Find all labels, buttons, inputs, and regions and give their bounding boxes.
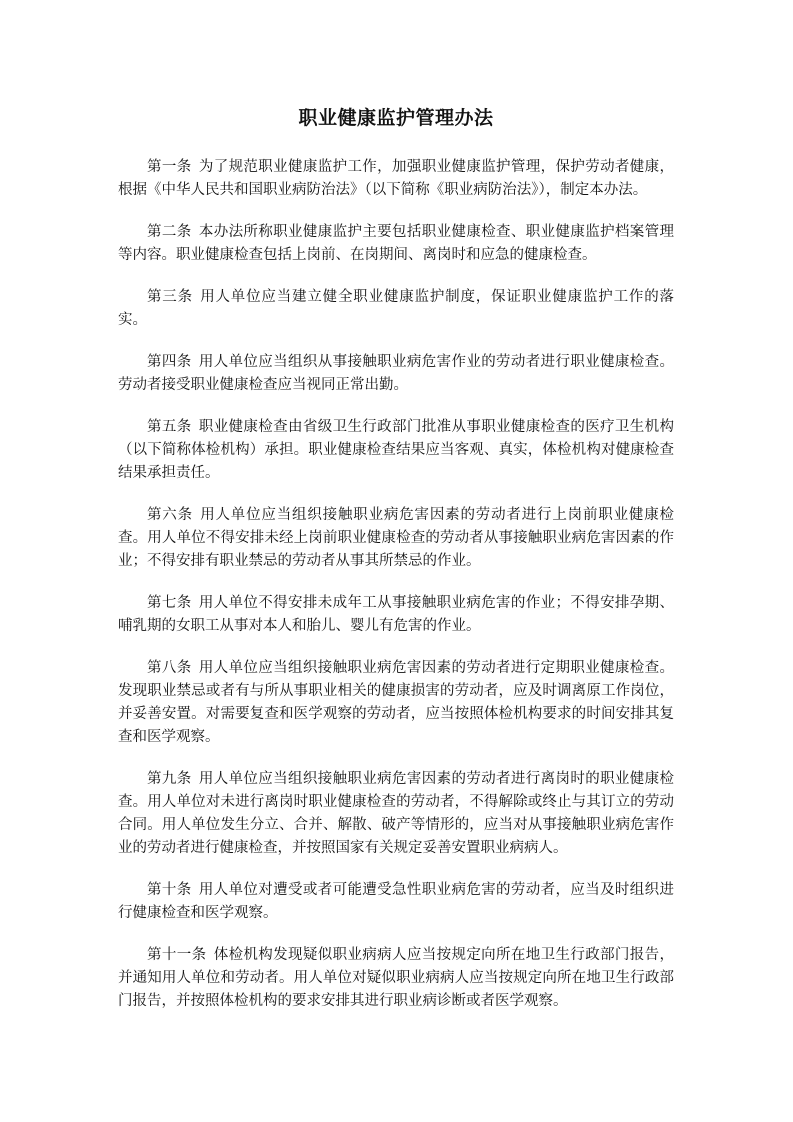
article-text: 为了规范职业健康监护工作，加强职业健康监护管理，保护劳动者健康，根据《中华人民共和国职业病防治法》（以下简称《职业病防治法》），制定本办法。 — [118, 159, 675, 198]
article-3 — [118, 286, 674, 332]
article-number: 第九条 — [147, 771, 192, 787]
article-5 — [118, 416, 674, 485]
article-number: 第四条 — [147, 354, 192, 370]
article-text: 本办法所称职业健康监护主要包括职业健康检查、职业健康监护档案管理等内容。职业健康检查包括上岗前、在岗期间、离岗时和应急的健康检查。 — [118, 224, 675, 263]
article-number: 第三条 — [147, 289, 193, 305]
article-2 — [118, 221, 674, 267]
article-number: 第一条 — [147, 159, 192, 175]
document-title: 职业健康监护管理办法 — [298, 107, 494, 129]
article-number: 第五条 — [147, 419, 192, 435]
article-text: 体检机构发现疑似职业病病人应当按规定向所在地卫生行政部门报告，并通知用人单位和劳动者。用人单位对疑似职业病病人应当按规定向所在地卫生行政部门报告，并按照体检机构的要求安排其进行职业病诊断或者医学观察。 — [118, 947, 675, 1009]
document-page — [118, 104, 674, 1032]
article-number: 第十条 — [147, 882, 192, 898]
article-text: 职业健康检查由省级卫生行政部门批准从事职业健康检查的医疗卫生机构（以下简称体检机构）承担。职业健康检查结果应当客观、真实，体检机构对健康检查结果承担责任。 — [118, 419, 675, 481]
article-number: 第七条 — [147, 595, 192, 611]
article-4 — [118, 351, 674, 397]
article-number: 第二条 — [147, 224, 192, 240]
article-text: 用人单位应当组织接触职业病危害因素的劳动者进行定期职业健康检查。发现职业禁忌或者有与所从事职业相关的健康损害的劳动者，应及时调离原工作岗位，并妥善安置。对需要复查和医学观察的劳动者，应当按照体检机构要求的时间安排其复查和医学观察。 — [118, 660, 675, 745]
article-text: 用人单位应当组织接触职业病危害因素的劳动者进行离岗时的职业健康检查。用人单位对未进行离岗时职业健康检查的劳动者，不得解除或终止与其订立的劳动合同。用人单位发生分立、合并、解散、破产等情形的，应当对从事接触职业病危害作业的劳动者进行健康检查，并按照国家有关规定妥善安置职业病病人。 — [118, 771, 675, 856]
article-number: 第十一条 — [147, 947, 207, 963]
article-text: 用人单位应当组织从事接触职业病危害作业的劳动者进行职业健康检查。劳动者接受职业健康检查应当视同正常出勤。 — [118, 354, 675, 393]
article-6 — [118, 504, 674, 573]
article-text: 用人单位对遭受或者可能遭受急性职业病危害的劳动者，应当及时组织进行健康检查和医学观察。 — [118, 882, 675, 921]
article-10 — [118, 879, 674, 925]
article-number: 第八条 — [147, 660, 192, 676]
article-text: 用人单位应当建立健全职业健康监护制度，保证职业健康监护工作的落实。 — [118, 289, 675, 328]
article-11 — [118, 944, 674, 1013]
article-8 — [118, 657, 674, 749]
article-9 — [118, 768, 674, 860]
article-1 — [118, 156, 674, 202]
article-number: 第六条 — [147, 507, 193, 523]
article-text: 用人单位应当组织接触职业病危害因素的劳动者进行上岗前职业健康检查。用人单位不得安排未经上岗前职业健康检查的劳动者从事接触职业病危害因素的作业；不得安排有职业禁忌的劳动者从事其所禁忌的作业。 — [118, 507, 675, 569]
article-text: 用人单位不得安排未成年工从事接触职业病危害的作业；不得安排孕期、哺乳期的女职工从事对本人和胎儿、婴儿有危害的作业。 — [118, 595, 675, 634]
article-7 — [118, 592, 674, 638]
